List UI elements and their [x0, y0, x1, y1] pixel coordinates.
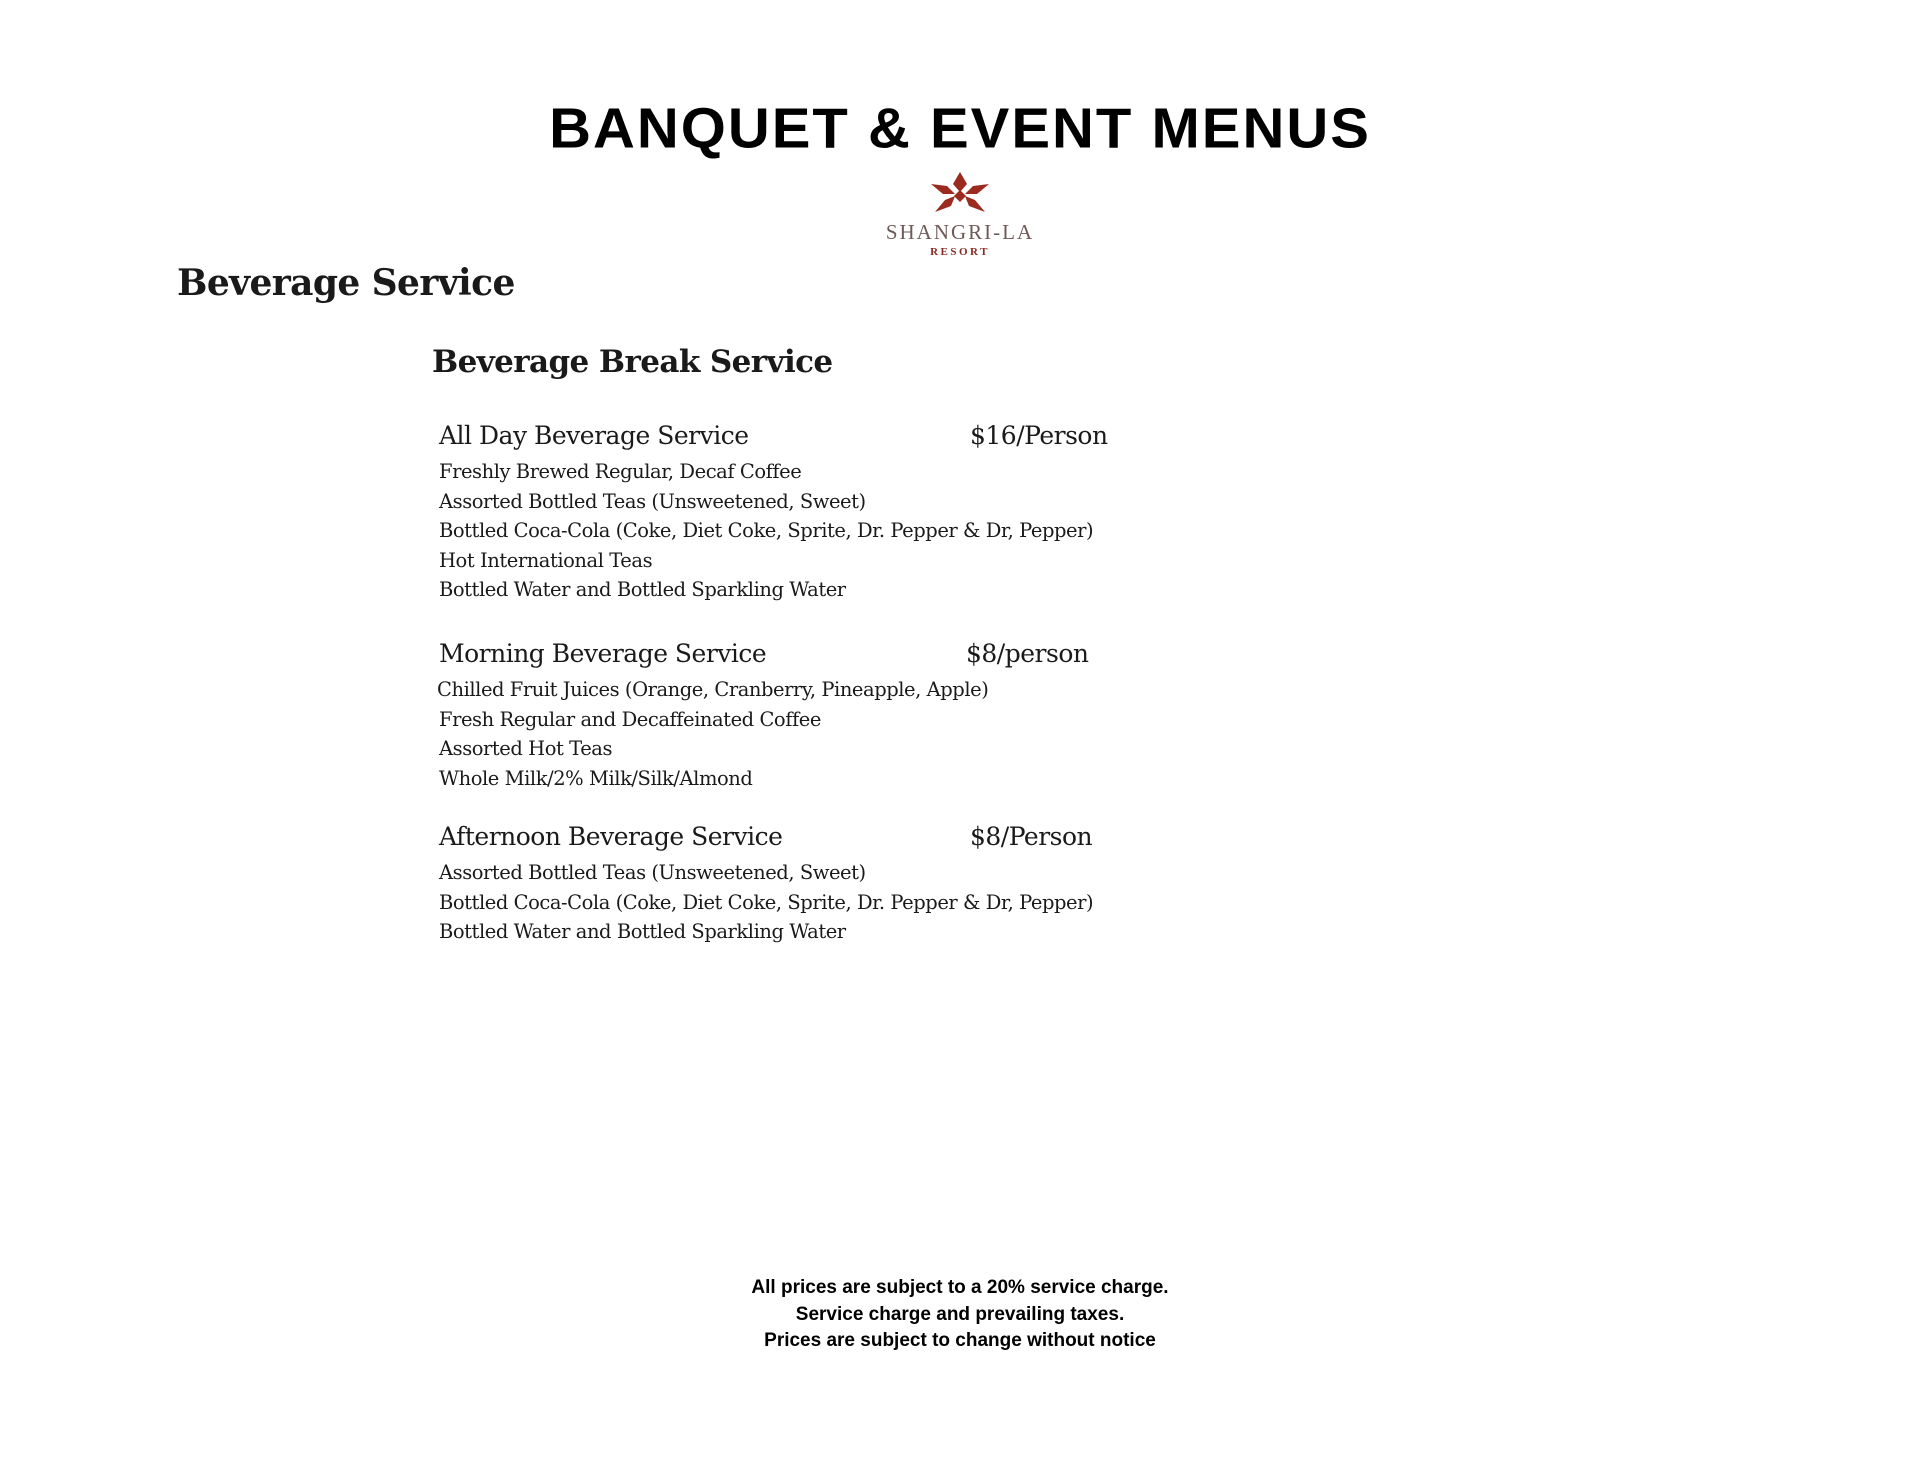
subsection-title: Beverage Break Service — [432, 344, 833, 380]
package-name: Morning Beverage Service — [439, 639, 767, 668]
list-item: Fresh Regular and Decaffeinated Coffee — [439, 707, 821, 731]
pricing-disclaimer — [0, 1275, 1920, 1355]
package-price: $16/Person — [970, 421, 1108, 450]
package-afternoon — [439, 824, 1139, 947]
logo-wordmark: SHANGRI-LA — [885, 220, 1035, 244]
section-title: Beverage Service — [177, 262, 515, 304]
list-item: Assorted Bottled Teas (Unsweetened, Sweet) — [439, 861, 866, 884]
disclaimer-line: Service charge and prevailing taxes. — [795, 1303, 1125, 1325]
package-name: Afternoon Beverage Service — [439, 822, 783, 851]
list-item: Assorted Bottled Teas (Unsweetened, Sweet) — [439, 489, 866, 513]
shangri-la-logo — [860, 170, 1060, 270]
disclaimer-line: Prices are subject to change without notice — [764, 1330, 1156, 1351]
package-item-list — [437, 675, 1139, 793]
page-title: BANQUET & EVENT MENUS — [549, 96, 1371, 161]
package-item-list — [439, 858, 1139, 947]
list-item: Whole Milk/2% Milk/Silk/Almond — [439, 766, 753, 790]
list-item: Hot International Teas — [439, 548, 653, 572]
list-item: Bottled Coca-Cola (Coke, Diet Coke, Sprite, Dr. Pepper & Dr, Pepper) — [439, 890, 1094, 914]
package-header — [439, 641, 1139, 675]
list-item: Freshly Brewed Regular, Decaf Coffee — [439, 460, 802, 483]
list-item: Chilled Fruit Juices (Orange, Cranberry, Pineapple, Apple) — [437, 678, 989, 701]
package-price: $8/Person — [970, 822, 1093, 851]
package-header — [439, 423, 1139, 457]
logo-subtitle: RESORT — [930, 246, 990, 258]
list-item: Assorted Hot Teas — [439, 737, 613, 760]
disclaimer-line: All prices are subject to a 20% service charge. — [751, 1277, 1169, 1298]
star-flower-icon — [925, 170, 995, 220]
package-item-list — [439, 457, 1139, 605]
package-price: $8/person — [966, 639, 1089, 668]
list-item: Bottled Water and Bottled Sparkling Water — [439, 578, 846, 601]
package-header — [439, 824, 1139, 858]
package-all-day — [439, 423, 1139, 605]
package-morning — [439, 641, 1139, 793]
package-name: All Day Beverage Service — [439, 421, 749, 450]
list-item: Bottled Coca-Cola (Coke, Diet Coke, Sprite, Dr. Pepper & Dr, Pepper) — [439, 519, 1094, 542]
list-item: Bottled Water and Bottled Sparkling Water — [439, 920, 846, 943]
